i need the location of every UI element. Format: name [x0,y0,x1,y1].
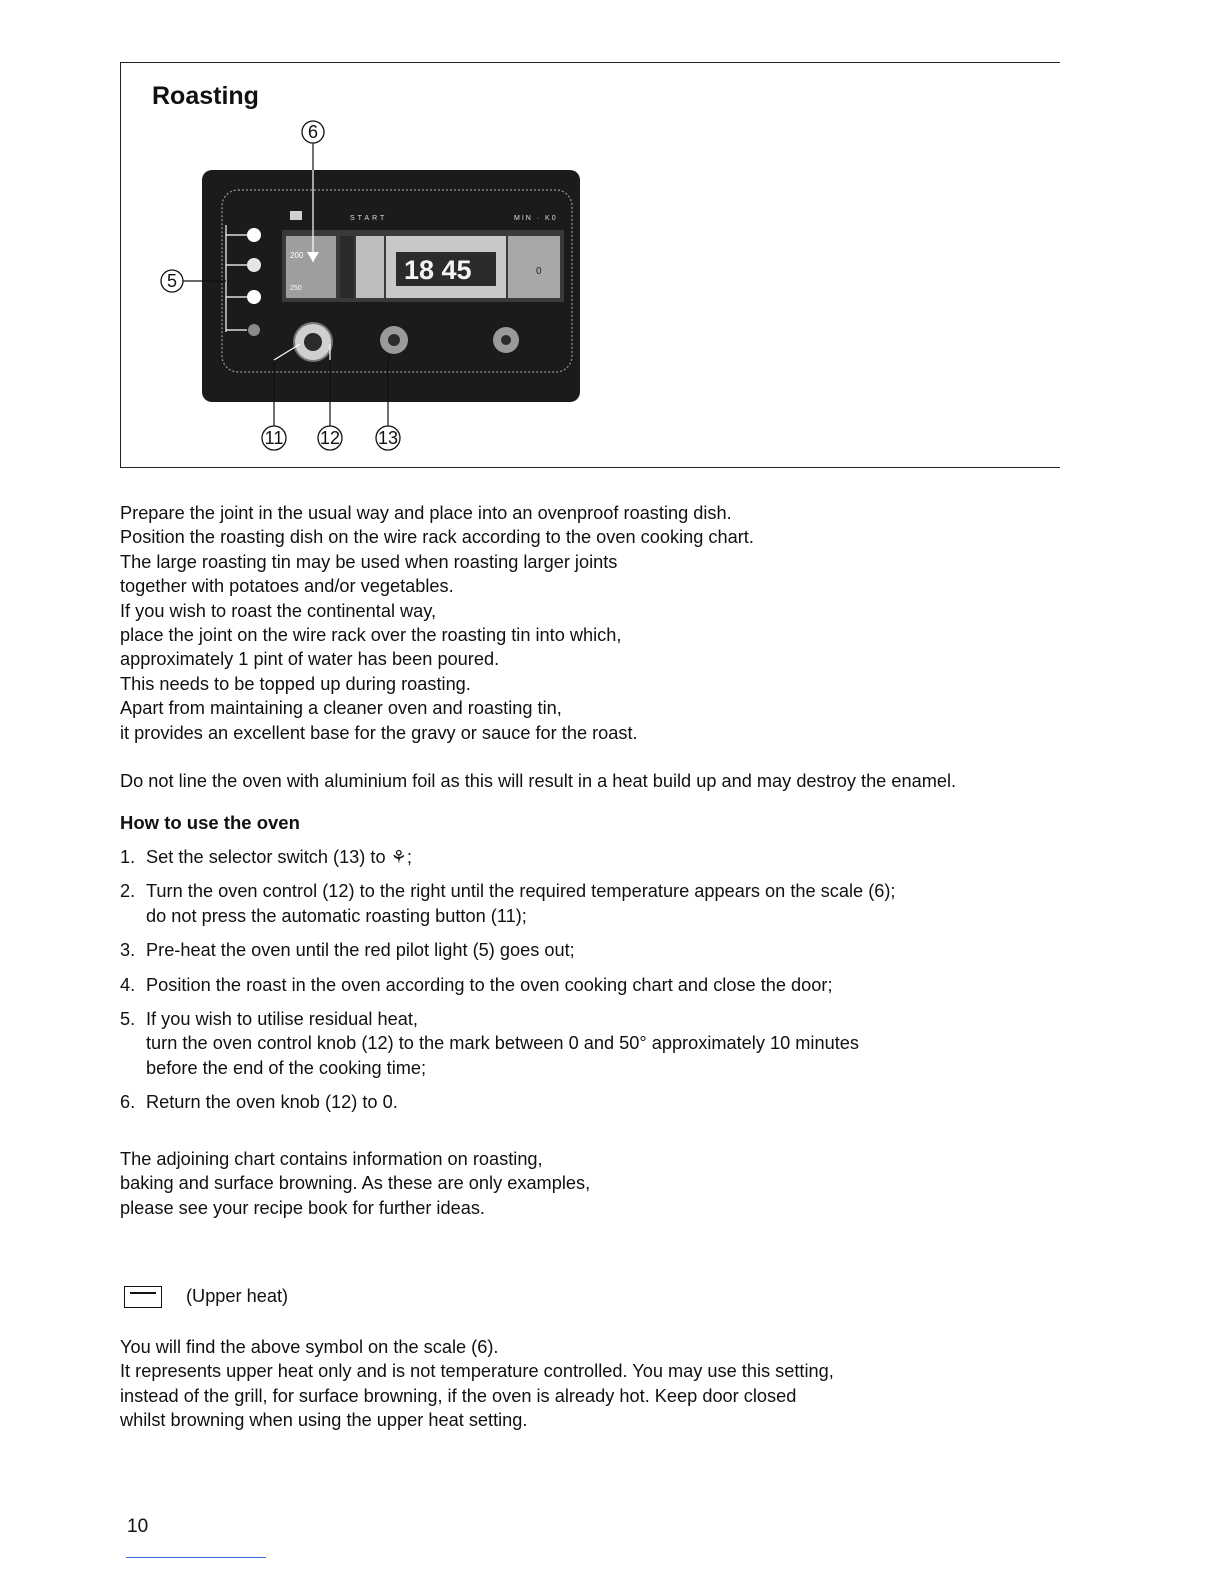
step-number: 4. [120,974,136,995]
svg-text:5: 5 [166,271,178,291]
step-item [120,845,895,869]
svg-text:11: 11 [264,428,284,448]
chart-note-paragraph [120,1147,590,1220]
intro-line: together with potatoes and/or vegetables. [120,576,454,597]
step-line: before the end of the cooking time; [146,1057,427,1078]
upper-heat-label: (Upper heat) [186,1286,289,1306]
upper-heat-paragraph [120,1335,834,1433]
oven-control-panel-figure [150,112,610,462]
step-item [120,938,895,962]
frame-top-rule [120,62,1060,63]
pilot-light-4 [248,324,260,336]
intro-line: approximately 1 pint of water has been poured. [120,649,500,670]
step-number: 1. [120,847,136,867]
intro-line: The large roasting tin may be used when roasting larger joints [120,551,618,572]
how-to-heading: How to use the oven [120,812,300,833]
intro-line: Apart from maintaining a cleaner oven and roasting tin, [120,698,562,719]
svg-text:12: 12 [319,428,341,448]
page-number: 10 [127,1516,149,1537]
frame-left-rule [120,62,121,468]
intro-line: Position the roasting dish on the wire rack according to the oven cooking chart. [120,527,754,548]
step-number: 5. [120,1009,136,1030]
intro-paragraph [120,501,754,745]
step-line: turn the oven control knob (12) to the mark between 0 and 50° approximately 10 minutes [146,1033,859,1054]
chart-note-line: The adjoining chart contains information on roasting, [120,1149,543,1169]
temp-scale-label: 200 [290,251,304,260]
svg-text:13: 13 [377,428,399,448]
upper-heat-line: It represents upper heat only and is not temperature controlled. You may use this setting, [120,1361,834,1382]
upper-heat-line: You will find the above symbol on the scale (6). [120,1337,499,1357]
step-line: If you wish to utilise residual heat, [146,1009,418,1030]
intro-line: This needs to be topped up during roasting. [120,673,471,694]
section-title: Roasting [152,82,259,110]
chart-note-line: baking and surface browning. As these are only examples, [120,1173,591,1194]
intro-line: If you wish to roast the continental way, [120,600,437,621]
temp-scale-low-label: 250 [290,285,302,292]
upper-heat-indicator [290,211,302,220]
step-line: Pre-heat the oven until the red pilot light (5) goes out; [146,940,575,961]
chart-note-line: please see your recipe book for further ideas. [120,1197,485,1218]
step-line: Set the selector switch (13) to ⚘; [146,847,412,867]
pilot-light-2 [247,258,261,272]
step-number: 2. [120,881,136,902]
step-item [120,973,895,997]
start-label: START [350,215,388,222]
step-line: Turn the oven control (12) to the right until the required temperature appears on the scale (6); [146,881,896,902]
step-item [120,879,895,928]
svg-text:6: 6 [307,122,319,142]
step-line: Return the oven knob (12) to 0. [146,1092,398,1113]
upper-heat-line: whilst browning when using the upper heat setting. [120,1410,528,1431]
upper-heat-line: instead of the grill, for surface browning, if the oven is already hot. Keep door closed [120,1385,797,1406]
step-line: Position the roast in the oven according to the oven cooking chart and close the door; [146,974,833,995]
foil-warning: Do not line the oven with aluminium foil as this will result in a heat build up and may destroy the enamel. [120,771,957,791]
frame-bottom-rule [120,467,1060,468]
step-number: 3. [120,940,136,961]
footer-rule [126,1557,266,1558]
intro-line: place the joint on the wire rack over the roasting tin into which, [120,625,622,646]
zero-mark: 0 [536,266,542,277]
min-label: MIN · K0 [514,215,558,222]
step-item [120,1007,895,1080]
intro-line: it provides an excellent base for the gravy or sauce for the roast. [120,722,638,743]
step-line: do not press the automatic roasting button (11); [146,905,527,926]
pilot-light-3 [247,290,261,304]
steps-list [120,845,895,1125]
pilot-light-1 [247,228,261,242]
step-number: 6. [120,1092,136,1113]
clock-readout: 18 45 [404,255,472,285]
step-item [120,1090,895,1114]
upper-heat-icon [124,1286,162,1308]
intro-line: Prepare the joint in the usual way and place into an ovenproof roasting dish. [120,503,732,523]
